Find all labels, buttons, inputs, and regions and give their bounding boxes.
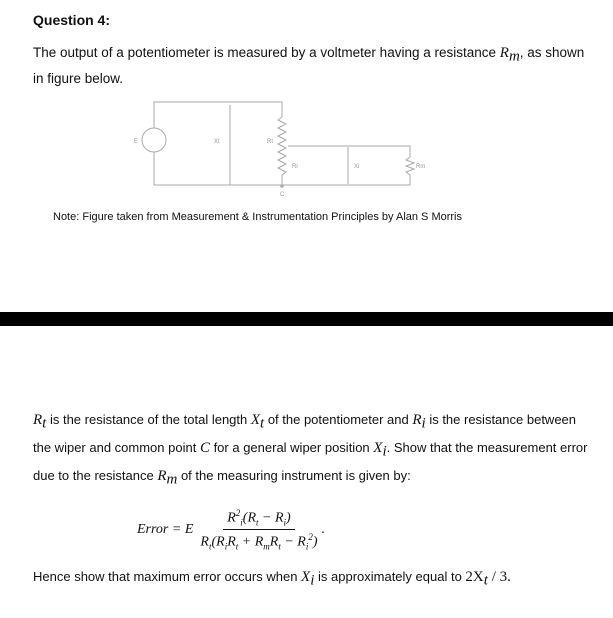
label-Xt: Xt [214,139,220,145]
circuit-diagram [110,95,440,200]
page-divider [0,312,613,326]
meter-resistor-icon [288,146,414,178]
error-formula: Error = E $\frac{R^2_i(R_t - R_i)}{R_t(R_iR_t + R_mR_t - R_i^2)}$ . [137,508,326,552]
label-Xi: Xi [354,164,360,170]
label-Ri: Ri [292,164,298,170]
question-conclusion: Hence show that maximum error occurs when $X_i$ is approximately equal to $2X_t / 3$. [33,569,511,589]
voltage-source-icon [142,128,166,152]
formula-denominator: $R_t(R_iR_t + R_mR_t - R_i^2)$ [200,532,318,552]
figure-note: Note: Figure taken from Measurement & Instrumentation Principles by Alan S Morris [53,211,463,223]
question-intro: The output of a potentiometer is measured by a voltmeter having a resistance $R_m$, as shown in figure below. [33,45,585,86]
question-title: Question 4: [33,12,111,28]
question-body: $R_t$ is the resistance of the total length $X_t$ of the potentiometer and $R_i$ is the resistance between the wiper and common point C for a general wiper position $X_i$. Show that the measurement error due to the resistance $R_m$ of the measuring instrument is given by: [33,412,588,488]
potentiometer-icon [278,117,286,185]
label-E: E [134,139,139,145]
formula-numerator: $R^2_i(R_t - R_i)$ [223,508,295,530]
label-Rt: Rt [267,139,273,145]
label-Rm: Rm [416,164,426,170]
label-C: C [280,192,285,198]
